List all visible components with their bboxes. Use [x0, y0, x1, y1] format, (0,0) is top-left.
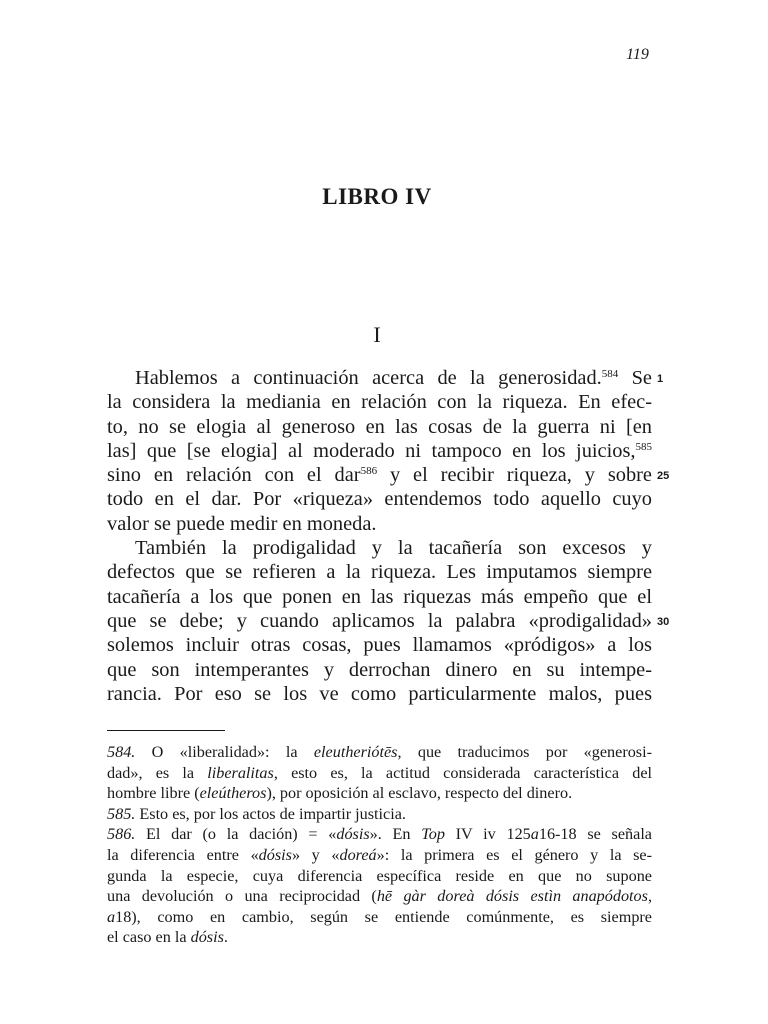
text-line: to, no se elogia al generoso en las cosas de la guerra ni [en [107, 415, 652, 438]
footnote-ref-585[interactable]: 585 [635, 440, 652, 453]
text-line: la considera la mediania en relación con la riqueza. En efec- [107, 391, 652, 414]
margin-line-ref-25: 25 [657, 470, 670, 482]
text-line: Hablemos a continuación acerca de la generosidad.$^{584}$ Se [135, 367, 652, 389]
text-line: rancia. Por eso se los ve como particularmente malos, pues [107, 682, 652, 705]
margin-line-ref-30: 30 [657, 616, 670, 628]
text-line: valor se puede medir en moneda. [107, 512, 377, 535]
text-line: defectos que se refieren a la riqueza. Les imputamos siempre [107, 561, 652, 584]
footnote-line: hombre libre (eleútheros), por oposición al esclavo, respecto del dinero. [107, 784, 573, 803]
footnote-584: 584. O «liberalidad»: la eleutheriótēs, que traducimos por «generosi- [107, 743, 652, 761]
text-line: sino en relación con el dar$^{586}$ y el recibir riqueza, y sobre [107, 464, 652, 487]
footnote-line: a18), como en cambio, según se entiende comúnmente, es siempre [107, 907, 652, 926]
chapter-number: I [373, 322, 381, 347]
footnote-line: la diferencia entre «dósis» y «doreá»: la primera es el género y la se- [107, 845, 653, 864]
footnote-586: 586. El dar (o la dación) = «dósis». En Top IV iv 125a16-18 se señala [107, 825, 652, 844]
text-line: solemos incluir otras cosas, pues llamamos «pródigos» a los [107, 634, 652, 657]
footnote-line: gunda la especie, cuya diferencia específica reside en que no supone [107, 866, 652, 885]
text-line: que son intemperantes y derrochan dinero en su intempe- [107, 658, 652, 681]
footnote-ref-584[interactable]: 584 [601, 368, 619, 380]
footnote-number: 584. [107, 743, 136, 761]
book-title: LIBRO IV [322, 184, 432, 209]
text-line: las] que [se elogia] al moderado ni tampoco en los juicios,$^{585}$ [107, 439, 652, 462]
footnote-ref-586[interactable]: 586 [360, 465, 378, 478]
footnote-line: dad», es la liberalitas, esto es, la actitud considerada característica del [107, 763, 652, 782]
footnote-divider [107, 730, 225, 731]
page-number: 119 [626, 46, 649, 63]
margin-line-ref-1: 1 [657, 373, 664, 385]
footnote-number: 585. [107, 804, 136, 823]
text-line: que se debe; y cuando aplicamos la palabra «prodigalidad» [107, 609, 652, 632]
footnote-line: el caso en la dósis. [107, 928, 228, 947]
footnotes [107, 742, 652, 948]
text-line: tacañería a los que ponen en las riquezas más empeño que el [107, 585, 652, 608]
main-text [107, 366, 652, 706]
footnote-line: una devolución o una reciprocidad (hē gàr doreà dósis estìn anapódotos, [107, 887, 652, 906]
text-line: todo en el dar. Por «riqueza» entendemos todo aquello cuyo [107, 488, 652, 511]
footnote-585: 585. Esto es, por los actos de impartir justicia. [107, 804, 406, 823]
footnote-number: 586. [107, 825, 136, 844]
text-line: También la prodigalidad y la tacañería son excesos y [135, 537, 652, 560]
